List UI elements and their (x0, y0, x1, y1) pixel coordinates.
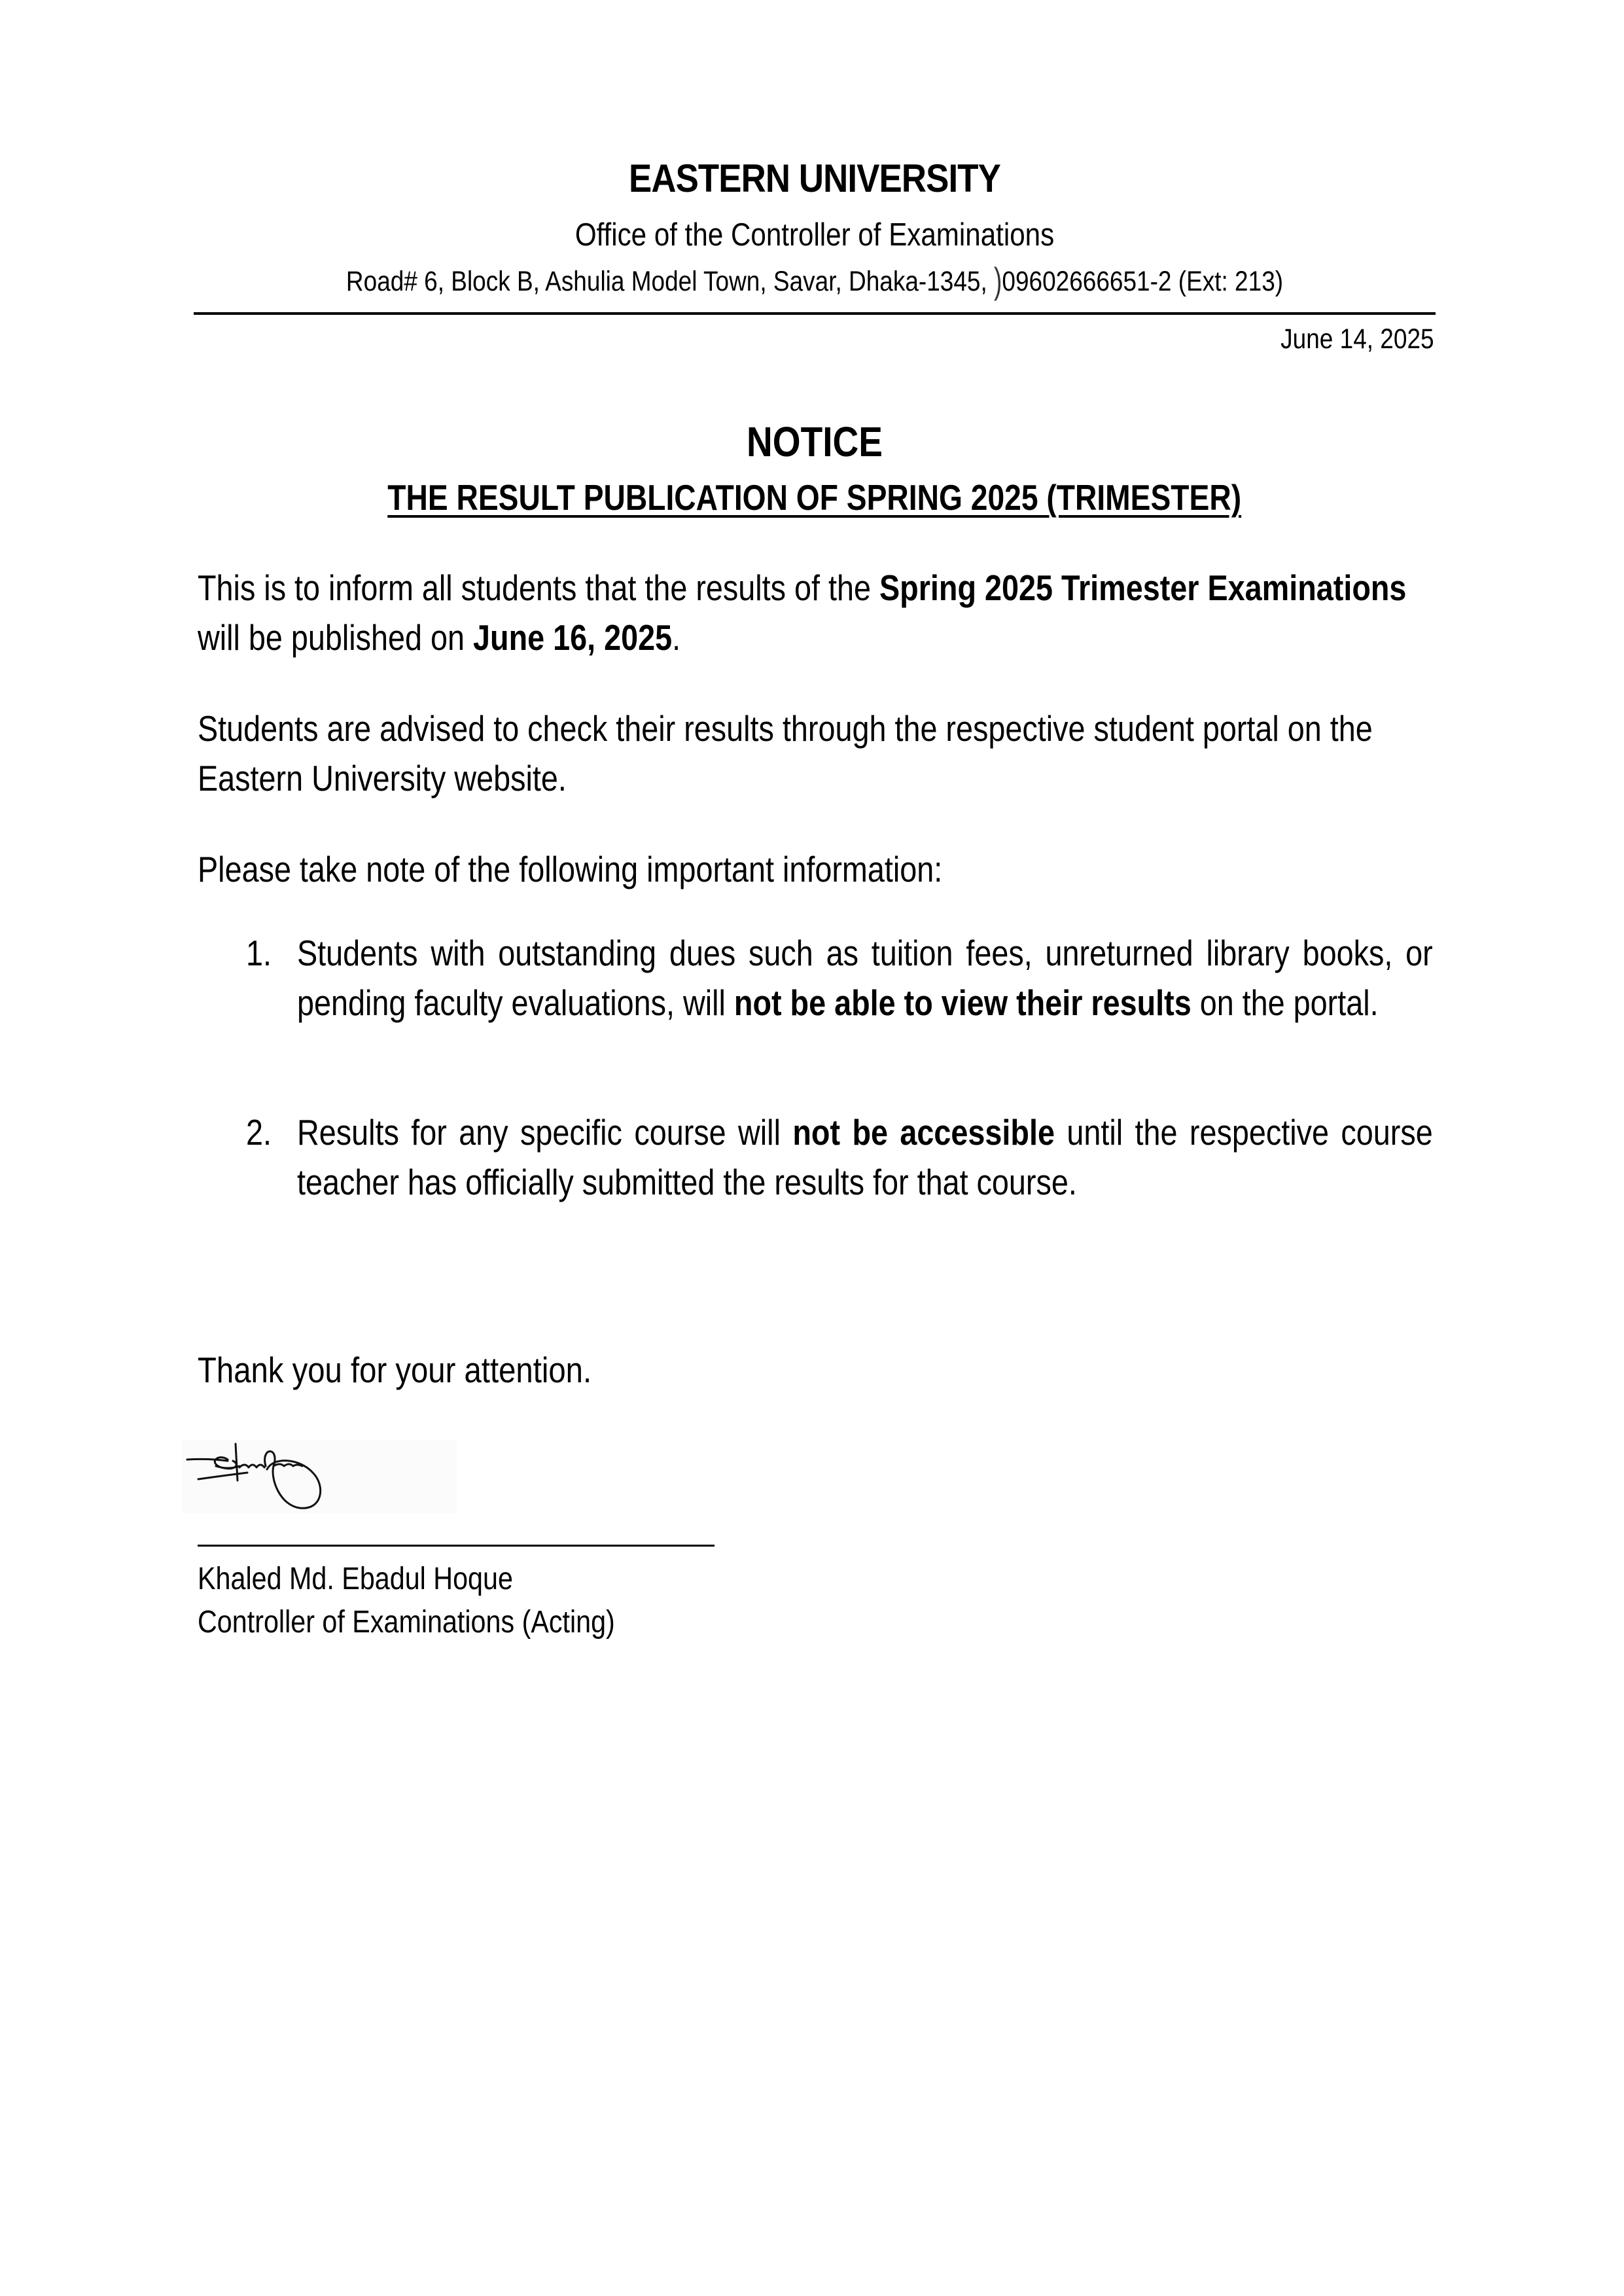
paragraph-text: This is to inform all students that the results of the (198, 567, 879, 608)
signer-name: Khaled Md. Ebadul Hoque (198, 1562, 513, 1596)
signature-image (182, 1440, 457, 1513)
institution-name: EASTERN UNIVERSITY (629, 156, 1000, 200)
list-number: 2. (246, 1112, 272, 1153)
list-text (297, 1107, 1433, 1207)
paragraph-text: . (672, 617, 681, 658)
paragraph-text: Please take note of the following important information: (198, 849, 943, 889)
paragraph-portal-advice (198, 704, 1434, 803)
signature-line (198, 1545, 715, 1547)
exam-name: Spring 2025 Trimester Examinations (879, 567, 1407, 608)
paragraph-text: Students are advised to check their results through the respective student portal on the Eastern University website. (198, 708, 1373, 798)
notice-date: June 14, 2025 (1280, 323, 1434, 355)
notice-subject-text: THE RESULT PUBLICATION OF SPRING 2025 (TRIMESTER) (387, 477, 1242, 518)
list-text-part: on the portal. (1191, 982, 1379, 1023)
phone-icon: ) (994, 260, 1002, 302)
paragraph-note-intro (198, 844, 1434, 894)
phone-number: 09602666651-2 (Ext: 213) (1002, 266, 1284, 297)
notice-title: NOTICE (747, 418, 883, 465)
closing-line: Thank you for your attention. (198, 1350, 592, 1390)
header-divider (194, 312, 1436, 315)
list-text-emphasis: not be accessible (792, 1112, 1055, 1153)
publication-date: June 16, 2025 (473, 617, 673, 658)
notice-subject (194, 471, 1436, 524)
list-number: 1. (246, 933, 272, 973)
list-text-part: Results for any specific course will (297, 1112, 793, 1153)
signer-title: Controller of Examinations (Acting) (198, 1605, 615, 1640)
letterhead (194, 149, 1436, 301)
address-text: Road# 6, Block B, Ashulia Model Town, Savar, Dhaka-1345, (345, 266, 987, 297)
list-text-part: until the respective course teacher has officially submitted the results for that course. (297, 1112, 1433, 1202)
list-text-part: Students with outstanding dues such as tuition fees, unreturned library books, or pending faculty evaluations, will (297, 933, 1433, 1023)
paragraph-text: will be published on (198, 617, 474, 658)
paragraph-announcement (198, 563, 1434, 662)
signature-icon (182, 1440, 457, 1513)
office-name: Office of the Controller of Examinations (574, 217, 1055, 253)
list-text-emphasis: not be able to view their results (733, 982, 1192, 1023)
list-text (297, 928, 1433, 1028)
address-line (281, 262, 1349, 301)
